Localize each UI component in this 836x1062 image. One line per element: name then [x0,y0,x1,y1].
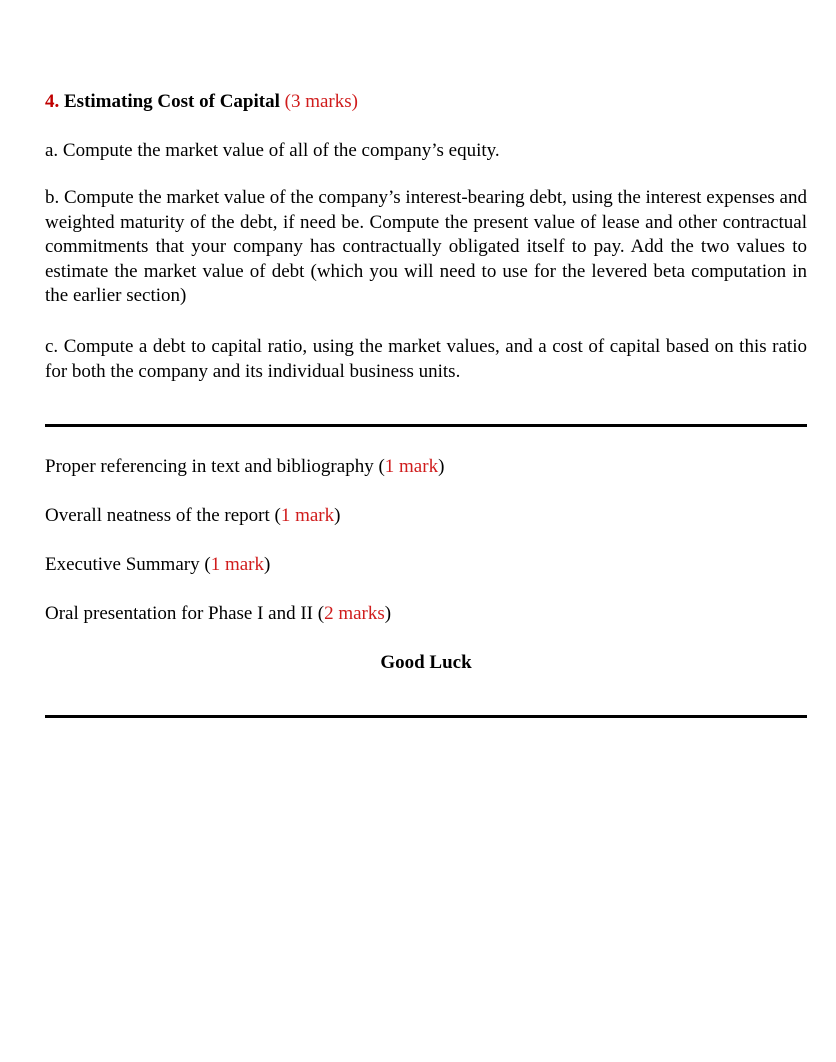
mark-item-marks: 2 marks [324,603,385,624]
mark-item-label: Executive Summary [45,554,200,575]
section-heading [45,90,358,114]
closing-text: Good Luck [380,652,472,673]
mark-item-marks: 1 mark [384,456,439,477]
section-number: 4. [45,91,60,112]
mark-item-label: Proper referencing in text and bibliography [45,456,374,477]
divider-bottom [45,715,807,718]
mark-item-marks: 1 mark [210,554,264,575]
mark-item-referencing: Proper referencing in text and bibliography (1 mark) [45,456,445,477]
divider-top [45,424,807,427]
mark-item-marks: 1 mark [280,505,335,526]
paragraph-a: a. Compute the market value of all of the company’s equity. [45,140,500,161]
mark-item-label: Overall neatness of the report [45,505,270,526]
mark-item-executive-summary: Executive Summary (1 mark) [45,554,271,575]
mark-item-label: Oral presentation for Phase I and II [45,603,314,624]
section-title: Estimating Cost of Capital [64,91,280,112]
paragraph-b: b. Compute the market value of the company’s interest-bearing debt, using the interest expenses and weighted maturity of the debt, if need be. Compute the present value of lease and other contractual commitments that your company has contractually obligated itself to pay. Add the two values to estimate the market value of debt (which you will need to use for the levered beta computation in the earlier section) [45,187,807,307]
section-marks: (3 marks) [284,91,358,112]
mark-item-oral-presentation: Oral presentation for Phase I and II (2 marks) [45,603,392,624]
mark-item-neatness: Overall neatness of the report (1 mark) [45,505,341,526]
paragraph-c: c. Compute a debt to capital ratio, using the market values, and a cost of capital based on this ratio for both the company and its individual business units. [45,336,807,382]
